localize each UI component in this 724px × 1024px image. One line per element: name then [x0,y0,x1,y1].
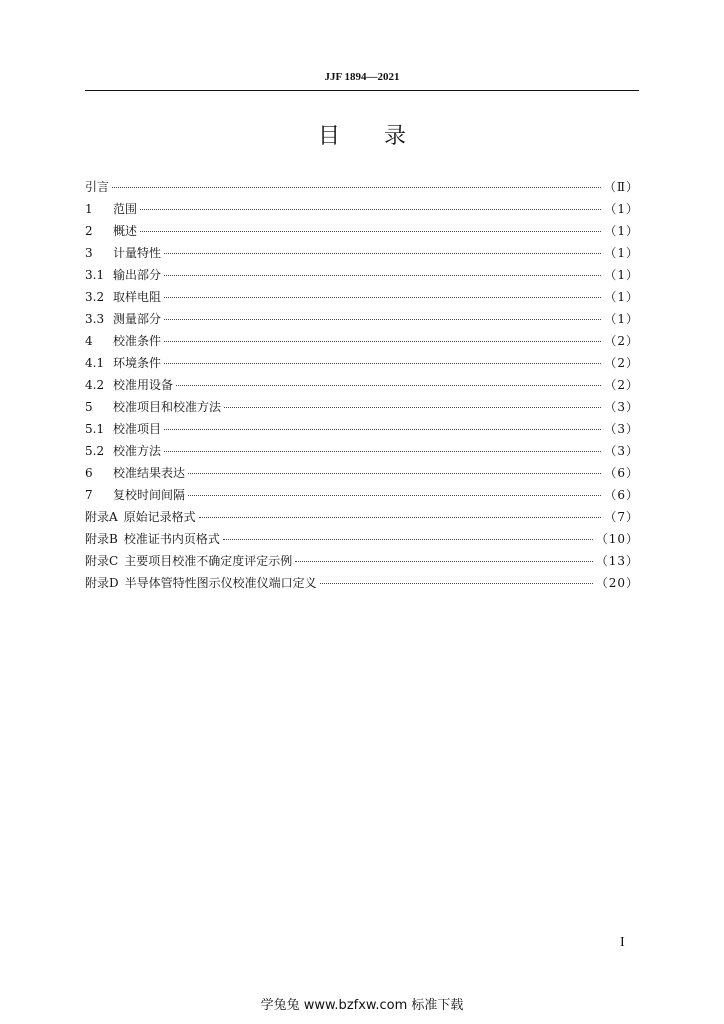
toc-entry-label [85,398,221,416]
toc-entry-number: 3.3 [85,312,105,326]
toc-entry[interactable] [85,178,639,200]
toc-entry-page: （1） [604,268,639,282]
toc-entry-text: 引言 [85,180,110,194]
toc-entry-text: 复校时间间隔 [113,488,186,502]
toc-entry-text: 半导体管特性图示仪校准仪端口定义 [124,576,317,590]
toc-entry-page: （1） [604,246,639,260]
toc-entry-text: 原始记录格式 [123,510,196,524]
dot-leader [164,264,601,276]
toc-entry-text: 计量特性 [113,246,162,260]
toc-entry-text: 输出部分 [113,268,162,282]
toc-entry-page: （2） [604,356,639,370]
toc-entry[interactable] [85,420,639,442]
toc-entry-label [85,222,137,240]
toc-entry-text: 校准证书内页格式 [123,532,220,546]
toc-entry-text: 校准项目 [113,422,162,436]
toc-entry[interactable] [85,486,639,508]
toc-entry-page: （2） [604,334,639,348]
toc-entry-label [85,200,137,218]
dot-leader [295,550,593,562]
toc-entry-page: （3） [604,400,639,414]
dot-leader [188,462,601,474]
toc-entry-label [85,508,196,526]
toc-entry-page: （1） [604,312,639,326]
toc-entry-page: （Ⅱ） [603,180,639,194]
toc-entry-text: 测量部分 [113,312,162,326]
toc-entry-label [85,288,161,306]
dot-leader [112,176,601,188]
toc-entry-text: 校准方法 [113,444,162,458]
dot-leader [320,572,593,584]
toc-entry-number: 6 [85,466,93,480]
dot-leader [164,286,601,298]
toc-entry-text: 取样电阻 [113,290,162,304]
toc-entry-text: 校准条件 [113,334,162,348]
dot-leader [164,242,601,254]
toc-entry-page: （1） [604,290,639,304]
dot-leader [164,330,601,342]
page-number: I [620,935,625,950]
toc-entry-label [85,244,161,262]
toc-entry-text: 校准项目和校准方法 [113,400,222,414]
toc-entry-label [85,376,173,394]
toc-entry[interactable] [85,266,639,288]
toc-entry-page: （3） [604,422,639,436]
toc-entry-page: （2） [604,378,639,392]
toc-entry-label [85,354,161,372]
toc-entry-text: 校准用设备 [113,378,174,392]
toc-entry-text: 概述 [113,224,138,238]
toc-entry-number: 附录A [85,510,118,524]
toc-entry-label [85,332,161,350]
toc-entry-label [85,178,109,196]
dot-leader [140,220,601,232]
toc-entry-number: 4.1 [85,356,105,370]
dot-leader [164,440,601,452]
toc-entry-page: （6） [604,488,639,502]
toc-entry-label [85,530,220,548]
header-rule [85,90,639,91]
toc-entry-label [85,486,185,504]
dot-leader [223,528,593,540]
toc-entry-number: 附录D [85,576,119,590]
dot-leader [164,308,601,320]
toc-entry[interactable] [85,574,639,596]
toc-entry-number: 7 [85,488,93,502]
toc-entry[interactable] [85,442,639,464]
toc-entry-number: 4.2 [85,378,105,392]
toc-entry[interactable] [85,332,639,354]
toc-entry[interactable] [85,200,639,222]
toc-entry-page: （1） [604,202,639,216]
dot-leader [224,396,601,408]
toc-entry-label [85,420,161,438]
toc-entry-number: 2 [85,224,93,238]
table-of-contents [85,178,639,596]
toc-entry-page: （7） [604,510,639,524]
toc-entry-text: 主要项目校准不确定度评定示例 [124,554,293,568]
dot-leader [176,374,601,386]
toc-entry-number: 4 [85,334,93,348]
toc-entry[interactable] [85,464,639,486]
toc-entry-page: （13） [595,554,639,568]
dot-leader [164,352,601,364]
toc-entry-label [85,574,317,592]
toc-entry-number: 3.2 [85,290,105,304]
toc-entry-page: （6） [604,466,639,480]
toc-entry-page: （1） [604,224,639,238]
page-title: 目录 [317,124,450,149]
toc-entry-label [85,442,161,460]
toc-entry-page: （3） [604,444,639,458]
dot-leader [164,418,601,430]
toc-entry[interactable] [85,530,639,552]
toc-entry-page: （10） [595,532,639,546]
toc-entry-number: 5 [85,400,93,414]
toc-entry-number: 5.2 [85,444,105,458]
toc-entry-number: 5.1 [85,422,105,436]
toc-entry[interactable] [85,244,639,266]
toc-entry-label [85,310,161,328]
toc-entry[interactable] [85,354,639,376]
dot-leader [188,484,601,496]
toc-entry-number: 附录C [85,554,119,568]
toc-entry-number: 附录B [85,532,118,546]
toc-entry[interactable] [85,222,639,244]
toc-entry[interactable] [85,288,639,310]
toc-entry[interactable] [85,398,639,420]
toc-entry-number: 3.1 [85,268,105,282]
toc-entry-number: 3 [85,246,93,260]
toc-entry[interactable] [85,310,639,332]
toc-entry[interactable] [85,552,639,574]
watermark-text: 学兔兔 www.bzfxw.com 标准下载 [260,998,464,1013]
toc-entry-number: 1 [85,202,93,216]
toc-entry-text: 范围 [113,202,138,216]
dot-leader [199,506,602,518]
toc-entry-label [85,266,161,284]
standard-code: JJF 1894—2021 [324,71,400,83]
dot-leader [140,198,601,210]
toc-entry-label [85,552,292,570]
toc-entry-page: （20） [595,576,639,590]
toc-entry[interactable] [85,376,639,398]
toc-entry-label [85,464,185,482]
toc-entry-text: 校准结果表达 [113,466,186,480]
toc-entry-text: 环境条件 [113,356,162,370]
toc-entry[interactable] [85,508,639,530]
